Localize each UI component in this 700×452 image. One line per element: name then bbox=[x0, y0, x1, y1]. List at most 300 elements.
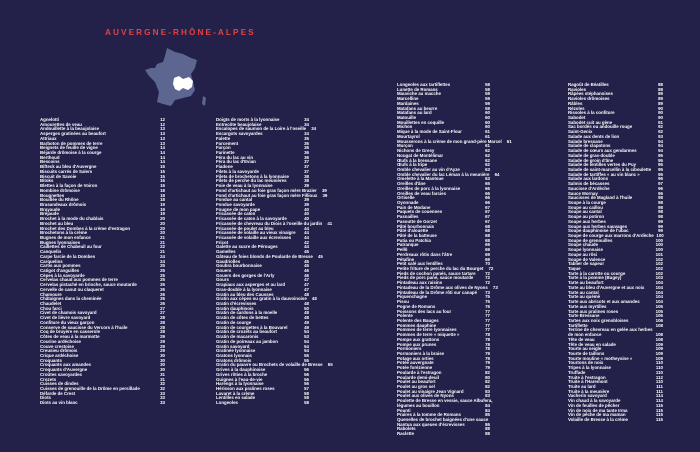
recipe-name: Caillettes de Chabeuil au four bbox=[40, 244, 102, 250]
recipe-name: Gratinée lyonnaise bbox=[216, 348, 256, 354]
recipe-name: Féra du lac au vin bbox=[216, 154, 254, 160]
recipe-name: Pâté bourbonnais bbox=[397, 223, 435, 229]
recipe-name: Truite à la meunière bbox=[568, 388, 610, 394]
page-number: 20 bbox=[160, 225, 165, 231]
page-number: 73 bbox=[492, 284, 498, 290]
page-number: 99 bbox=[658, 228, 663, 234]
recipe-name: Nichons de Gresy bbox=[397, 148, 435, 154]
recipe-name: Truite à l'estragon bbox=[568, 374, 606, 380]
page-number: 101 bbox=[655, 251, 663, 257]
page-number: 78 bbox=[485, 346, 490, 352]
page-number: 37 bbox=[304, 164, 309, 170]
page-number: 34 bbox=[304, 121, 309, 127]
recipe-name: Tablier de sapeur bbox=[568, 261, 605, 267]
recipe-name: Pasoutte de Gorzet bbox=[397, 218, 438, 224]
recipe-name: Œufs à la bressane bbox=[397, 157, 438, 163]
page-number: 44 bbox=[304, 230, 309, 236]
recipe-name: Nougat de Montélimar bbox=[397, 152, 444, 158]
recipe-name: Chou farci bbox=[40, 305, 62, 311]
page-number: 29 bbox=[160, 338, 165, 344]
page-number: 77 bbox=[485, 313, 490, 319]
page-number: 67 bbox=[485, 204, 490, 210]
page-number: 34 bbox=[304, 131, 309, 137]
recipe-name: Gamelles bbox=[216, 249, 236, 255]
recipe-name: Tarte aux pralines roses bbox=[568, 308, 619, 314]
page-number: 104 bbox=[655, 284, 663, 290]
page-number: 100 bbox=[655, 242, 663, 248]
recipe-name: Petit salé aux lentilles bbox=[397, 261, 443, 267]
page-number: 30 bbox=[160, 352, 165, 358]
page-number: 77 bbox=[485, 308, 490, 314]
recipe-name: Falette bbox=[216, 135, 231, 141]
recipe-name: Sauce Mornay bbox=[568, 190, 598, 196]
page-number: 54 bbox=[304, 338, 309, 344]
recipe-name: Creusieu drômois bbox=[40, 348, 78, 354]
page-number: 97 bbox=[658, 181, 663, 187]
recipe-name: Gouers bbox=[216, 268, 232, 273]
recipe-name: Fricassée de caïon bbox=[216, 211, 256, 217]
page-number: 108 bbox=[655, 322, 663, 328]
recipe-name: Rissoles à la confiture bbox=[568, 110, 615, 116]
recipe-name: Hérisson aux pralines roses bbox=[216, 385, 275, 391]
page-number: 38 bbox=[304, 178, 309, 184]
recipe-name: Salade de groin d'âne bbox=[568, 157, 614, 163]
page-number: 79 bbox=[485, 355, 490, 361]
page-number: 60 bbox=[485, 115, 490, 121]
recipe-name: Gâteau de foies blonds de Poularde de Bresse bbox=[216, 253, 313, 259]
recipe-name: Soupe de grenouilles bbox=[568, 237, 613, 243]
page-number: 32 bbox=[160, 385, 165, 391]
page-number: 62 bbox=[485, 148, 490, 154]
page-number: 98 bbox=[658, 199, 663, 205]
page-number: 44 bbox=[304, 234, 309, 240]
page-number: 12 bbox=[160, 117, 165, 122]
page-number: 15 bbox=[160, 173, 165, 179]
page-number: 57 bbox=[304, 385, 309, 391]
page-number: 12 bbox=[160, 121, 165, 127]
recipe-name: Brochet à la mode du chablais bbox=[40, 216, 104, 222]
recipe-name: Marcelline bbox=[397, 96, 419, 102]
page-number: 36 bbox=[304, 154, 309, 160]
page-number: 29 bbox=[160, 343, 165, 349]
page-number: 47 bbox=[304, 286, 309, 292]
page-number: 89 bbox=[658, 100, 663, 106]
recipe-name: Pasnailles bbox=[397, 214, 419, 220]
recipe-name: Terrine de chevreau en gelée aux herbes bbox=[568, 327, 653, 333]
recipe-name: Potée forézienne bbox=[397, 365, 433, 371]
recipe-name: Soupe au potiron bbox=[568, 214, 605, 220]
page-number: 82 bbox=[485, 379, 490, 385]
recipe-name: Gratin au bleu des Causses bbox=[216, 291, 274, 297]
page-number: 92 bbox=[658, 124, 663, 130]
recipe-name: Escalopes de saumon de la Loire à l'oseille bbox=[216, 126, 307, 132]
recipe-name: Oyonnade bbox=[397, 199, 419, 205]
recipe-name: Grapiaux aux asperges et au lard bbox=[216, 282, 286, 288]
page-number: 48 bbox=[304, 291, 309, 297]
page-number: 103 bbox=[655, 275, 663, 281]
recipe-name: Brochet au bleu bbox=[40, 220, 74, 226]
page-number: 102 bbox=[655, 270, 663, 276]
page-number: 46 bbox=[304, 272, 309, 278]
page-number: 67 bbox=[485, 209, 490, 215]
page-number: 67 bbox=[485, 218, 490, 224]
page-number: 31 bbox=[160, 376, 165, 382]
page-number: 60 bbox=[485, 119, 490, 125]
page-number: 35 bbox=[304, 140, 309, 146]
recipe-name: Fondue au cantal bbox=[216, 197, 253, 203]
page-number: 21 bbox=[160, 249, 165, 255]
recipe-name: Salade de gras-double bbox=[568, 152, 615, 158]
page-number: 106 bbox=[655, 317, 663, 323]
page-number: 96 bbox=[658, 190, 663, 196]
recipe-name: Tartiflette bbox=[568, 322, 588, 328]
recipe-name: Truffade bbox=[568, 369, 586, 375]
recipe-name: Longeoles bbox=[216, 400, 238, 406]
page-number: 111 bbox=[656, 384, 663, 389]
page-number: 20 bbox=[160, 220, 165, 226]
recipe-name: Tourte de taillons bbox=[568, 350, 605, 356]
page-number: 35 bbox=[304, 135, 309, 141]
recipe-name: Grives à la dauphinoise bbox=[216, 367, 266, 373]
page-number: 77 bbox=[485, 317, 490, 323]
recipe-name: Ragoût de Béatilles bbox=[568, 82, 609, 87]
recipe-name: Salade de lentilles vertes du Puy bbox=[568, 162, 637, 168]
page-number: 69 bbox=[485, 247, 490, 253]
recipe-name: Canquelin bbox=[40, 249, 62, 255]
recipe-name: Foie de veau à la lyonnaise bbox=[216, 183, 273, 189]
recipe-name: Gratons drômois bbox=[216, 357, 252, 363]
recipe-name: Potage aux orties bbox=[397, 355, 434, 361]
recipe-name: Poularde demi-deuil bbox=[397, 374, 439, 380]
recipe-name: Harengs à la lyonnaise bbox=[216, 381, 264, 387]
recipe-name: Pommes de terre lyonnaises bbox=[397, 327, 457, 333]
recipe-name: Lunette de Romans bbox=[397, 86, 438, 92]
page-number: 108 bbox=[655, 336, 663, 342]
recipe-name: Pâté d'alouette bbox=[397, 228, 429, 234]
page-number: 49 bbox=[304, 324, 309, 330]
page-number: 114 bbox=[655, 393, 663, 399]
page-number: 93 bbox=[658, 133, 663, 139]
page-number: 73 bbox=[485, 289, 490, 295]
recipe-name: Tête de veau bbox=[568, 336, 595, 342]
page-number: 22 bbox=[160, 244, 165, 250]
recipe-name: Filets à la savoyarde bbox=[216, 168, 259, 174]
page-number: 104 bbox=[655, 299, 663, 305]
index-entry bbox=[397, 432, 490, 437]
page-number: 69 bbox=[485, 242, 490, 248]
recipe-name: Défarde de Crest bbox=[40, 390, 76, 396]
recipe-name: Bugnes de mon enfance bbox=[40, 234, 91, 240]
page-number: 95 bbox=[658, 166, 663, 172]
page-number: 72 bbox=[485, 280, 490, 286]
recipe-name: Bréjaude bbox=[40, 211, 59, 217]
recipe-name: Mauviche au macche bbox=[397, 91, 441, 97]
page-number: 26 bbox=[160, 282, 165, 288]
recipe-name: Gratin dauphinois bbox=[216, 305, 254, 311]
recipe-name: Salade aux dents de lion bbox=[568, 133, 620, 139]
recipe-name: Gratin de cardons à la moelle bbox=[216, 310, 278, 316]
page-number: 59 bbox=[485, 91, 490, 97]
recipe-name: Couve crestoise bbox=[40, 343, 74, 349]
page-number: 55 bbox=[327, 362, 333, 368]
page-number: 55 bbox=[304, 357, 309, 363]
recipe-name: Pieds de porc pané, sauce moutarde bbox=[397, 275, 474, 281]
recipe-name: Brochet des Dombes à la crème d'estragon bbox=[40, 225, 131, 231]
page-number: 36 bbox=[304, 145, 309, 151]
page-number: 36 bbox=[304, 150, 309, 156]
recipe-name: Féra du lac d'Evian bbox=[216, 159, 256, 165]
recipe-name: Soupe au rôsi bbox=[568, 251, 598, 257]
page-number: 94 bbox=[658, 138, 663, 144]
page-number: 90 bbox=[658, 115, 663, 121]
page-number: 26 bbox=[160, 286, 165, 292]
page-number: 95 bbox=[658, 162, 663, 168]
recipe-name: Omelette à la Mantoue bbox=[397, 176, 444, 182]
recipe-name: Pain de Modane bbox=[397, 204, 431, 210]
recipe-name: Pâté de la batteuse bbox=[397, 233, 437, 238]
recipe-name: Tarte au bleu d'Auvergne et aux noix bbox=[568, 284, 645, 290]
page-number: 105 bbox=[655, 303, 663, 309]
page-number: 110 bbox=[655, 379, 663, 385]
page-number: 110 bbox=[655, 365, 663, 371]
page-number: 108 bbox=[655, 332, 663, 338]
recipe-name: Courine ardéchoise bbox=[40, 338, 81, 344]
page-number: 26 bbox=[160, 291, 165, 297]
recipe-name: Paquets de couennes bbox=[397, 209, 443, 215]
page-number: 90 bbox=[658, 105, 663, 111]
recipe-name: Pormoniers bbox=[397, 346, 422, 352]
page-number: 114 bbox=[655, 398, 663, 404]
recipe-name: Filets de perche du lac meunières bbox=[216, 178, 287, 184]
recipe-name: Michon bbox=[397, 124, 413, 130]
page-number: 21 bbox=[160, 239, 165, 245]
page-number: 96 bbox=[658, 176, 663, 182]
recipe-name: Cuisses de grenouille de la Drôme en persillade bbox=[40, 385, 140, 391]
recipe-name: Civet de lièvre savoyard bbox=[40, 315, 91, 321]
page-number: 66 bbox=[485, 195, 490, 201]
recipe-name: Guignes à l'eau-de-vie bbox=[216, 376, 263, 382]
page-number: 19 bbox=[160, 211, 165, 217]
recipe-name: Piquenchagne bbox=[397, 294, 428, 300]
page-number: 25 bbox=[160, 277, 165, 283]
recipe-name: Tourte au seigle bbox=[568, 346, 602, 352]
recipe-name: Diots bbox=[40, 395, 51, 401]
recipe-name: Bifteck au bleu d'Auvergne bbox=[40, 164, 97, 170]
recipe-name: Cèpes à la savoyarde bbox=[40, 272, 85, 278]
recipe-name: Pommes dauphine bbox=[397, 322, 437, 328]
page-number: 33 bbox=[160, 390, 165, 396]
recipe-name: légumes au bouillon bbox=[397, 402, 440, 408]
page-number: 46 bbox=[304, 268, 309, 273]
page-number: 85 bbox=[485, 412, 490, 418]
recipe-name: Amourettes de veau bbox=[40, 121, 82, 127]
page-number: 69 bbox=[485, 256, 490, 262]
recipe-name: Pisou bbox=[397, 299, 409, 305]
page-number: 115 bbox=[655, 417, 663, 423]
page-number: 61 bbox=[485, 129, 490, 135]
page-number: 95 bbox=[658, 152, 663, 158]
recipe-name: Patranque bbox=[397, 242, 419, 248]
recipe-name: Fricassée de caïon à la savoyarde bbox=[216, 216, 287, 222]
recipe-name: Mardaines bbox=[397, 100, 419, 106]
recipe-name: Fougne de mon pape bbox=[216, 206, 261, 212]
page-number: 20 bbox=[160, 230, 165, 236]
recipe-name: Œufs à la tripe bbox=[397, 162, 428, 168]
recipe-name: Ravioles drômoises bbox=[568, 96, 610, 102]
recipe-name: Vin de noix de ma tante Irma bbox=[568, 407, 628, 413]
page-number: 45 bbox=[304, 263, 309, 269]
page-number: 39 bbox=[304, 183, 309, 189]
recipe-name: Gratin de courge bbox=[216, 319, 252, 325]
page-number: 21 bbox=[160, 234, 165, 240]
index-column-3 bbox=[397, 82, 512, 437]
page-number: 30 bbox=[160, 357, 165, 363]
recipe-name: Carquelins bbox=[40, 258, 63, 264]
page-number: 100 bbox=[655, 237, 663, 243]
page-number: 82 bbox=[485, 369, 490, 375]
recipe-name: Soupe de courge aux marrons d'Ardèche bbox=[568, 233, 654, 238]
recipe-name: Farçon bbox=[216, 145, 231, 151]
recipe-name: Bitoks bbox=[40, 178, 54, 184]
recipe-name: Entrecôte beaujolaise bbox=[216, 121, 262, 127]
recipe-name: Potée auvergnate bbox=[397, 360, 434, 366]
page-number: 88 bbox=[658, 82, 663, 87]
recipe-name: Brochetons à la crème bbox=[40, 230, 88, 236]
recipe-name: Saint-Genix bbox=[568, 129, 593, 135]
recipe-name: Tarte aux myrtilles bbox=[568, 303, 607, 309]
page-number: 28 bbox=[160, 324, 165, 330]
recipe-name: Longeoles aux tartiflettes bbox=[397, 82, 451, 87]
page-number: 29 bbox=[160, 334, 165, 340]
recipe-name: Pétafine bbox=[397, 256, 415, 262]
page-number: 79 bbox=[485, 350, 490, 356]
page-number: 89 bbox=[658, 96, 663, 102]
page-number: 45 bbox=[304, 258, 309, 264]
recipe-name: Pommes de terre « miquette » bbox=[397, 332, 460, 338]
page-number: 66 bbox=[485, 190, 490, 196]
recipe-name: Berthoud bbox=[40, 154, 60, 160]
index-column-1 bbox=[40, 118, 165, 406]
page-number: 56 bbox=[304, 371, 309, 377]
recipe-name: Agnelotti bbox=[40, 117, 60, 122]
page-number: 91 bbox=[658, 119, 663, 125]
page-number bbox=[493, 399, 503, 404]
page-number: 54 bbox=[304, 348, 309, 354]
page-number: 62 bbox=[485, 152, 490, 158]
page-number: 62 bbox=[485, 162, 490, 168]
page-number: 55 bbox=[304, 352, 309, 358]
recipe-name: Rabolets bbox=[397, 426, 416, 432]
page-number: 14 bbox=[160, 159, 165, 165]
page-number: 84 bbox=[485, 407, 490, 413]
page-number: 19 bbox=[160, 201, 165, 207]
recipe-name: Tarte au beaufort bbox=[568, 280, 604, 286]
page-number: 24 bbox=[160, 253, 165, 259]
recipe-name: Soupe au cantal bbox=[568, 209, 602, 215]
recipe-name: Râbles bbox=[568, 100, 583, 106]
page-number: 49 bbox=[304, 319, 309, 325]
recipe-name: Pintadeau de la Drôme rôti sur canapé bbox=[397, 289, 478, 295]
recipe-name: Fricot bbox=[216, 239, 229, 245]
recipe-name: Fiadone bbox=[216, 164, 233, 170]
page-number: 109 bbox=[655, 355, 663, 361]
page-number: 78 bbox=[485, 341, 490, 347]
recipe-name: Poulette de Bresse en vessie, sauce Albufera, bbox=[397, 398, 493, 404]
page-number: 16 bbox=[160, 178, 165, 184]
page-number: 70 bbox=[485, 261, 490, 267]
recipe-name: Salade de saint-marcellin à la ciboulette bbox=[568, 166, 652, 172]
page-number: 72 bbox=[488, 266, 494, 272]
page-number: 54 bbox=[304, 329, 309, 335]
page-number: 37 bbox=[304, 168, 309, 174]
page-number: 39 bbox=[304, 197, 309, 203]
page-number: 99 bbox=[658, 223, 663, 229]
recipe-name: Matouille bbox=[397, 115, 417, 121]
page-number: 88 bbox=[485, 431, 490, 437]
recipe-name: Poissons des lacs au four bbox=[397, 308, 452, 314]
recipe-name: Tête de veau en salade bbox=[568, 341, 616, 347]
recipe-name: Conserve de saucisse du Vercors à l'huile bbox=[40, 324, 128, 330]
recipe-name: Saucisse d'Ardèche bbox=[568, 185, 610, 191]
recipe-name: Brasandeaux drômois bbox=[40, 201, 87, 207]
page-number: 41 bbox=[327, 220, 333, 226]
recipe-name: Tartes aux noix grenobloises bbox=[568, 317, 629, 323]
recipe-name: Béjarde drômoise à la courge bbox=[40, 150, 102, 156]
recipe-name: Raclette bbox=[397, 431, 415, 437]
recipe-name: Ravioles bbox=[568, 86, 587, 92]
page-number: 13 bbox=[160, 131, 165, 137]
recipe-name: Tarte au quémé bbox=[568, 294, 601, 300]
recipe-name: Gratons lyonnais bbox=[216, 352, 252, 358]
recipe-name: Cartis aux pommes bbox=[40, 263, 81, 269]
recipe-name: Praires à la tomme de Romans bbox=[397, 412, 461, 418]
recipe-name: Poulet au beaufort bbox=[397, 379, 436, 385]
page-number: 13 bbox=[160, 126, 165, 132]
page-number: 56 bbox=[304, 376, 309, 382]
page-number: 13 bbox=[160, 140, 165, 146]
page-number: 79 bbox=[485, 360, 490, 366]
recipe-name: Gras-double à la lyonnaise bbox=[216, 286, 272, 292]
recipe-name: Soupe lyonnaise bbox=[568, 247, 603, 253]
page-number: 95 bbox=[658, 171, 663, 177]
page-number: 15 bbox=[160, 168, 165, 174]
recipe-name: Salade de tartiffes « au vin blanc » bbox=[568, 171, 640, 177]
recipe-name: Escargots savoyardes bbox=[216, 131, 263, 137]
recipe-name: Poulet au gros sel bbox=[397, 384, 435, 389]
page-number: 26 bbox=[160, 296, 165, 302]
recipe-name: Bombine drômoise bbox=[40, 187, 80, 193]
page-number: 115 bbox=[655, 407, 663, 413]
index-entry bbox=[216, 401, 309, 406]
page-number: 67 bbox=[485, 214, 490, 220]
recipe-name: Soupe au caillou bbox=[568, 204, 603, 210]
recipe-name: Châtaignes dans la cheminée bbox=[40, 296, 102, 302]
recipe-name: Lavaret à la crème bbox=[216, 390, 255, 396]
page-number: 18 bbox=[160, 192, 165, 198]
recipe-name: Biscuits carrés de Salers bbox=[40, 168, 93, 174]
page-number: 75 bbox=[485, 294, 490, 300]
page-number: 106 bbox=[655, 313, 663, 319]
recipe-name: Oreilles d'âne bbox=[397, 181, 426, 187]
page-number: 95 bbox=[658, 157, 663, 163]
recipe-name: de mon enfance bbox=[568, 332, 602, 338]
recipe-name: Gratin savoyard bbox=[216, 343, 250, 349]
recipe-name: Quenelles de brochet baignées d'une sauce bbox=[397, 417, 489, 423]
page-number: 69 bbox=[485, 251, 490, 257]
page-number: 39 bbox=[321, 187, 327, 193]
page-number: 112 bbox=[655, 374, 663, 380]
page-number: 109 bbox=[655, 341, 663, 347]
